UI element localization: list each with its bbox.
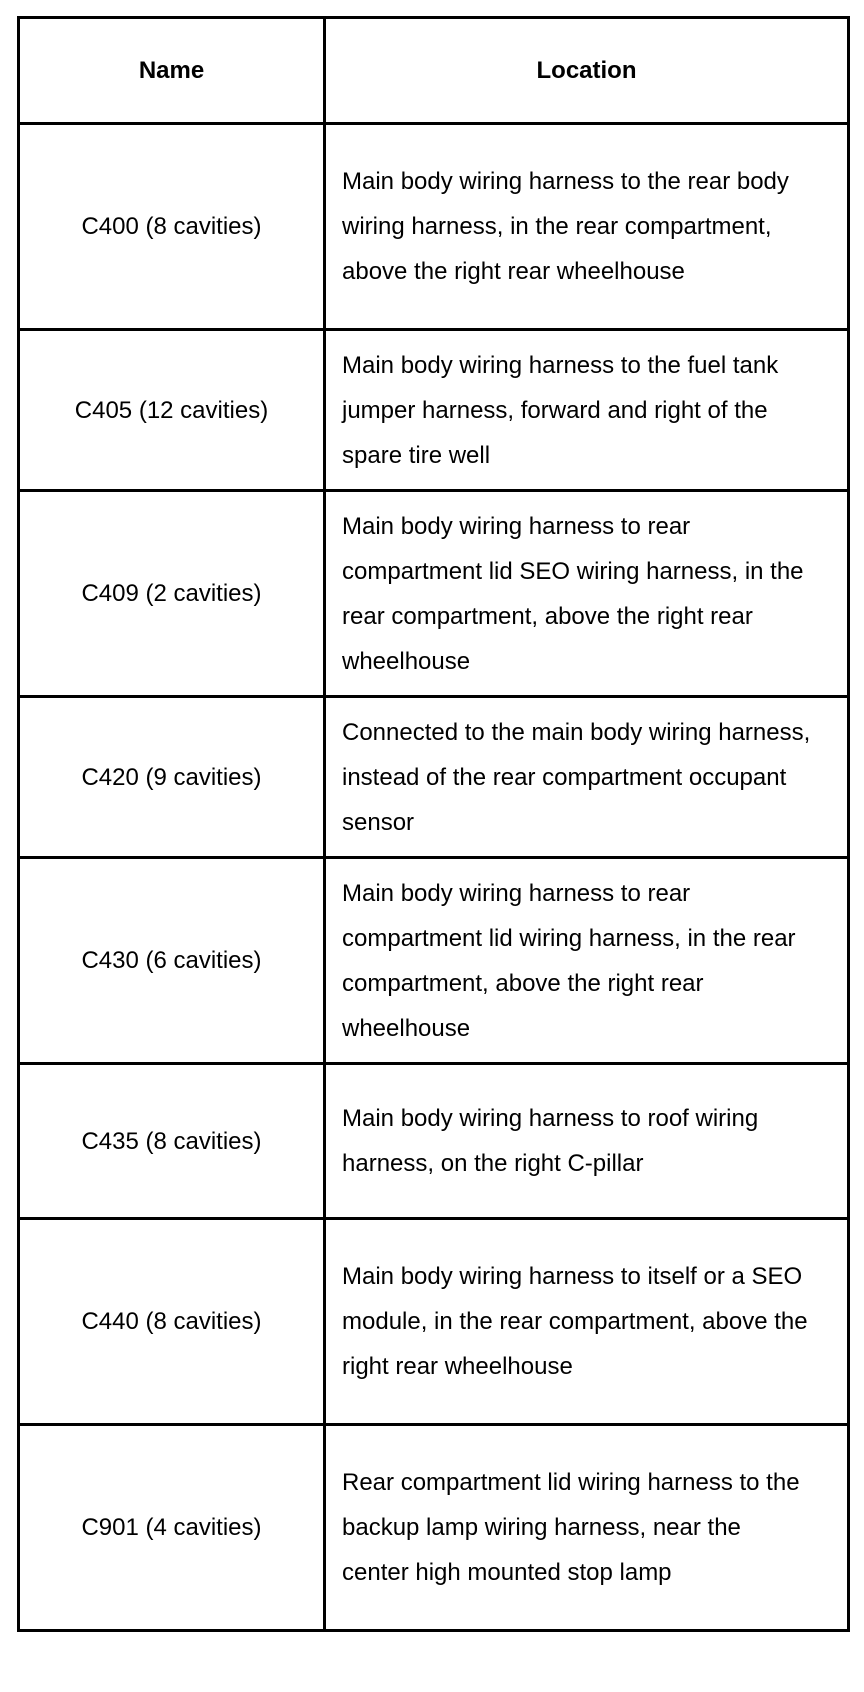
connector-location-cell: Main body wiring harness to the fuel tank jumper harness, forward and right of the spare tire well [325, 330, 849, 491]
table-row [19, 1064, 849, 1219]
table-row [19, 1425, 849, 1631]
table-row [19, 330, 849, 491]
connector-name-cell: C440 (8 cavities) [19, 1219, 325, 1425]
table-row [19, 697, 849, 858]
table-row [19, 1219, 849, 1425]
connector-location-cell: Main body wiring harness to itself or a SEO module, in the rear compartment, above the right rear wheelhouse [325, 1219, 849, 1425]
connector-location-cell: Connected to the main body wiring harness, instead of the rear compartment occupant sensor [325, 697, 849, 858]
table-header-row [19, 18, 849, 124]
table-row [19, 858, 849, 1064]
connector-name-cell: C405 (12 cavities) [19, 330, 325, 491]
column-header-name: Name [19, 18, 325, 124]
connector-location-cell: Main body wiring harness to rear compartment lid SEO wiring harness, in the rear compartment, above the right rear wheelhouse [325, 491, 849, 697]
connector-name-cell: C901 (4 cavities) [19, 1425, 325, 1631]
connector-location-cell: Main body wiring harness to roof wiring harness, on the right C-pillar [325, 1064, 849, 1219]
column-header-location: Location [325, 18, 849, 124]
connector-location-cell: Main body wiring harness to the rear body wiring harness, in the rear compartment, above the right rear wheelhouse [325, 124, 849, 330]
table-row [19, 124, 849, 330]
connector-name-cell: C435 (8 cavities) [19, 1064, 325, 1219]
table-row [19, 491, 849, 697]
connector-name-cell: C409 (2 cavities) [19, 491, 325, 697]
connector-location-cell: Main body wiring harness to rear compartment lid wiring harness, in the rear compartment, above the right rear wheelhouse [325, 858, 849, 1064]
connector-location-cell: Rear compartment lid wiring harness to the backup lamp wiring harness, near the center high mounted stop lamp [325, 1425, 849, 1631]
connector-name-cell: C420 (9 cavities) [19, 697, 325, 858]
connector-table [17, 16, 850, 1632]
connector-name-cell: C430 (6 cavities) [19, 858, 325, 1064]
connector-name-cell: C400 (8 cavities) [19, 124, 325, 330]
